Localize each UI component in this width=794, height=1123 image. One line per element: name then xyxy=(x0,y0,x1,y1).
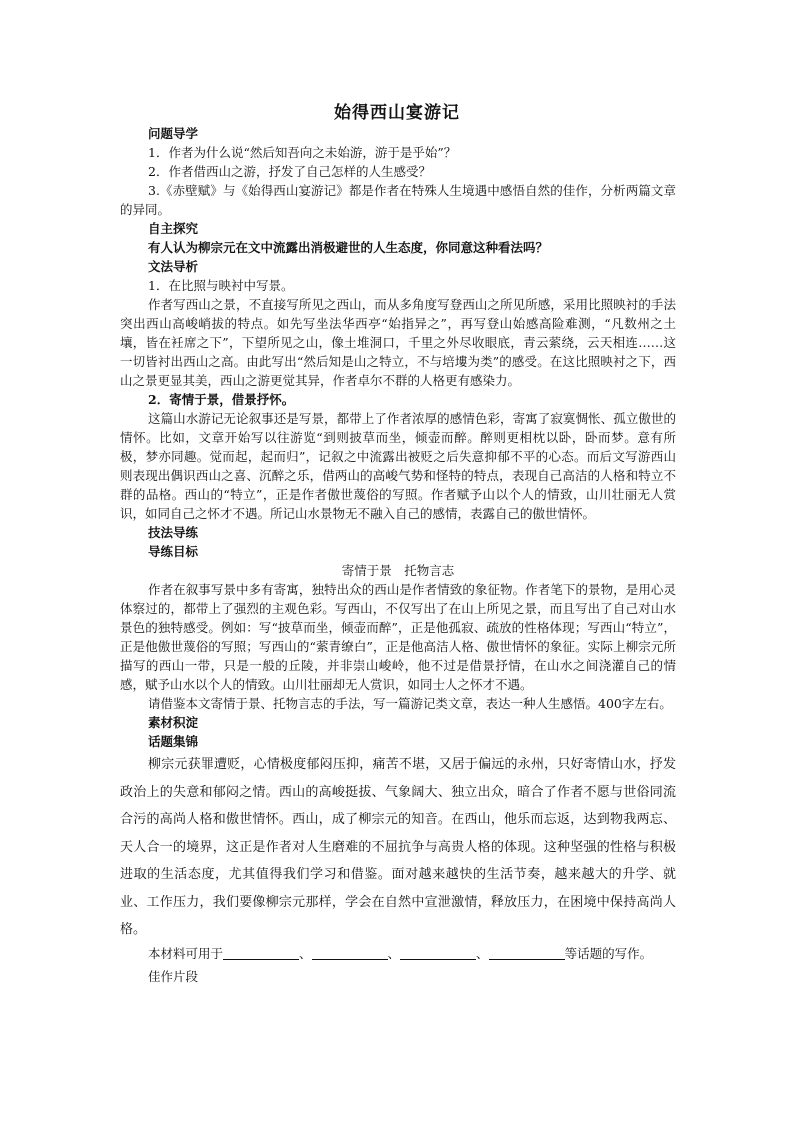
jiazuo-heading: 佳作片段 xyxy=(148,968,199,984)
jifa-center-title: 寄情于景 托物言志 xyxy=(341,563,455,578)
usage-prefix: 本材料可用于 xyxy=(148,945,224,961)
topic-blank-2[interactable] xyxy=(312,947,388,960)
page-title: 始得西山宴游记 xyxy=(334,103,460,123)
section-heading-wenti: 问题导学 xyxy=(148,126,199,141)
subheading-daolian: 导练目标 xyxy=(148,544,199,559)
wenfa-paragraph-2: 这篇山水游记无论叙事还是写景，都带上了作者浓厚的感情色彩，寄寓了寂寞惆怅、孤立傲世的情怀。比如，文章开始写以往游览“到则披草而坐，倾壶而醉。醉则更相枕以卧，卧而梦。意有所极，梦亦同趣。觉而起，起而归”，记叙之中流露出被贬之后失意抑郁不平的心态。而后文写游西山则表现出偶识西山之喜、沉醉之乐，借两山的高峻气势和怪特的特点，表现自己高洁的人格和特立不群的品格。西山的“特立”，正是作者傲世蔑俗的写照。作者赋予山以个人的情致，山川壮丽无人赏识，如同自己之怀才不遇。所记山水景物无不融入自己的感情，表露自己的傲世情怀。 xyxy=(120,411,676,521)
topic-blank-1[interactable] xyxy=(223,947,299,960)
section-heading-sucai: 素材积淀 xyxy=(148,715,199,730)
topic-blank-4[interactable] xyxy=(489,947,565,960)
usage-suffix: 等话题的写作。 xyxy=(564,945,653,961)
zizhu-question: 有人认为柳宗元在文中流露出消极避世的人生态度，你同意这种看法吗？ xyxy=(148,240,549,255)
jifa-paragraph-1: 作者在叙事写景中多有寄寓，独特出众的西山是作者情致的象征物。作者笔下的景物，是用心灵体察过的，都带上了强烈的主观色彩。写西山，不仅写出了在山上所见之景，而且写出了自己对山水景色的独特感受。例如：写“披草而坐，倾壶而醉”，正是他孤寂、疏放的性格体现；写西山“特立”，正是他傲世蔑俗的写照；写西山的“萦青缭白”，正是他高洁人格、傲世情怀的象征。实际上柳宗元所描写的西山一带，只是一般的丘陵，并非崇山峻岭，他不过是借景抒情，在山水之间浇灌自己的情感，赋予山水以个人的情致。山川壮丽却无人赏识，如同士人之怀才不遇。 xyxy=(120,582,676,692)
sep-1: 、 xyxy=(299,945,312,961)
wenfa-point-1: 1．在比照与映衬中写景。 xyxy=(148,278,294,293)
subheading-huati: 话题集锦 xyxy=(148,734,199,749)
question-3: 3.《赤壁赋》与《始得西山宴游记》都是作者在特殊人生境遇中感悟自然的佳作，分析两篇文章的异同。 xyxy=(120,183,676,217)
question-1: 1．作者为什么说“然后知吾向之未始游，游于是乎始”？ xyxy=(148,145,457,160)
sucai-paragraph: 柳宗元获罪遭贬，心情极度郁闷压抑，痛苦不堪，又居于偏远的永州，只好寄情山水，抒发政治上的失意和郁闷之情。西山的高峻挺拔、气象阔大、独立出众，暗合了作者不愿与世俗同流合污的高尚人格和傲世情怀。西山，成了柳宗元的知音。在西山，他乐而忘返，达到物我两忘、天人合一的境界，这正是作者对人生磨难的不屈抗争与高贵人格的体现。这种坚强的性格与积极进取的生活态度，尤其值得我们学习和借鉴。面对越来越快的生活节奏，越来越大的升学、就业、工作压力，我们要像柳宗元那样，学会在自然中宣泄激情，释放压力，在困境中保持高尚人格。 xyxy=(120,757,676,937)
document-body xyxy=(120,124,676,986)
sep-2: 、 xyxy=(387,945,401,961)
jifa-paragraph-2: 请借鉴本文寄情于景、托物言志的手法，写一篇游记类文章，表达一种人生感悟。400字左右。 xyxy=(148,696,672,711)
question-2: 2．作者借西山之游，抒发了自己怎样的人生感受？ xyxy=(148,164,431,179)
section-heading-wenfa: 文法导析 xyxy=(148,259,199,274)
section-heading-jifa: 技法导练 xyxy=(148,525,199,540)
topic-blank-3[interactable] xyxy=(400,947,476,960)
sep-3: 、 xyxy=(476,945,489,961)
wenfa-paragraph-1: 作者写西山之景，不直接写所见之西山，而从多角度写登西山之所见所感，采用比照映衬的手法突出西山高峻峭拔的特点。如先写坐法华西亭“始指异之”，再写登山始感高险难测，“凡数州之土壤，皆在衽席之下”，下望所见之山，像土堆洞口，千里之外尽收眼底，青云萦绕，云天相连……这一切皆衬出西山之高。由此写出“然后知是山之特立，不与培塿为类”的感受。在这比照映衬之下，西山之景更显其美，西山之游更觉其异，作者卓尔不群的人格更有感染力。 xyxy=(120,297,676,388)
wenfa-point-2: 2．寄情于景，借景抒怀。 xyxy=(148,392,295,407)
section-heading-zizhu: 自主探究 xyxy=(148,221,199,236)
usage-line xyxy=(120,944,676,963)
